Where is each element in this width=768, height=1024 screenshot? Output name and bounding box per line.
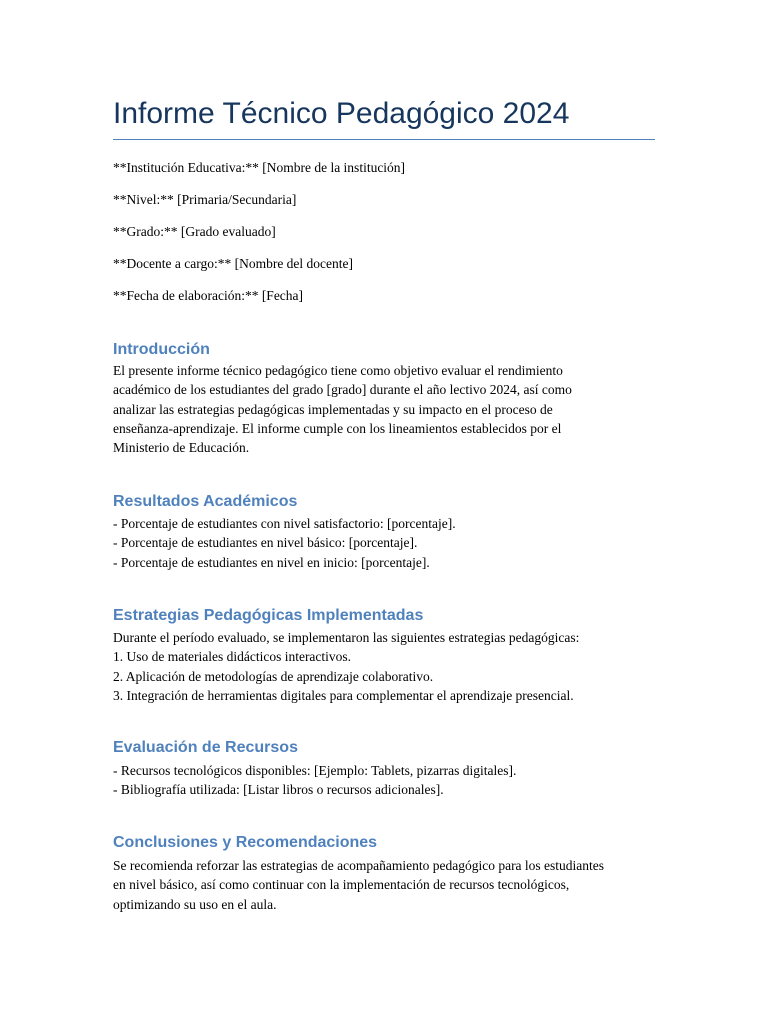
heading-recursos: Evaluación de Recursos: [113, 739, 298, 756]
list-item: - Porcentaje de estudiantes con nivel satisfactorio: [porcentaje].: [113, 516, 456, 531]
estrategias-list: [113, 628, 658, 705]
list-item: 2. Aplicación de metodologías de aprendizaje colaborativo.: [113, 668, 434, 684]
field-docente: **Docente a cargo:** [Nombre del docente]: [113, 256, 354, 271]
conclusiones-line: optimizando su uso en el aula.: [113, 896, 277, 912]
heading-resultados: Resultados Académicos: [113, 493, 298, 510]
introduccion-paragraph: [113, 361, 658, 457]
introduccion-line: El presente informe técnico pedagógico tiene como objetivo evaluar el rendimiento: [113, 363, 563, 378]
list-item: - Recursos tecnológicos disponibles: [Ejemplo: Tablets, pizarras digitales].: [113, 763, 517, 778]
list-item: 1. Uso de materiales didácticos interactivos.: [113, 649, 352, 665]
conclusiones-paragraph: [113, 856, 658, 914]
list-item: - Porcentaje de estudiantes en nivel en inicio: [porcentaje].: [113, 554, 430, 570]
introduccion-line: Ministerio de Educación.: [113, 440, 250, 456]
field-nivel: **Nivel:** [Primaria/Secundaria]: [113, 192, 297, 207]
heading-conclusiones: Conclusiones y Recomendaciones: [113, 834, 378, 851]
introduccion-line: analizar las estrategias pedagógicas implementadas y su impacto en el proceso de: [113, 401, 553, 417]
field-fecha: **Fecha de elaboración:** [Fecha]: [113, 288, 304, 303]
conclusiones-line: en nivel básico, así como continuar con la implementación de recursos tecnológicos,: [113, 877, 570, 893]
heading-estrategias: Estrategias Pedagógicas Implementadas: [113, 607, 424, 624]
title-underline-rule: [113, 139, 655, 140]
list-item: - Bibliografía utilizada: [Listar libros o recursos adicionales].: [113, 782, 444, 798]
list-item: 3. Integración de herramientas digitales para complementar el aprendizaje presencial.: [113, 687, 574, 703]
resultados-list: [113, 514, 658, 572]
recursos-list: [113, 761, 658, 800]
heading-introduccion: Introducción: [113, 341, 210, 358]
field-institucion: **Institución Educativa:** [Nombre de la institución]: [113, 160, 406, 175]
estrategias-intro-line: Durante el período evaluado, se implementaron las siguientes estrategias pedagógicas:: [113, 630, 580, 645]
introduccion-line: académico de los estudiantes del grado [grado] durante el año lectivo 2024, así como: [113, 382, 572, 398]
document-title: Informe Técnico Pedagógico 2024: [113, 97, 570, 130]
conclusiones-line: Se recomienda reforzar las estrategias de acompañamiento pedagógico para los estudiantes: [113, 858, 605, 873]
introduccion-line: enseñanza-aprendizaje. El informe cumple con los lineamientos establecidos por el: [113, 420, 562, 436]
list-item: - Porcentaje de estudiantes en nivel básico: [porcentaje].: [113, 535, 418, 551]
field-grado: **Grado:** [Grado evaluado]: [113, 224, 276, 239]
